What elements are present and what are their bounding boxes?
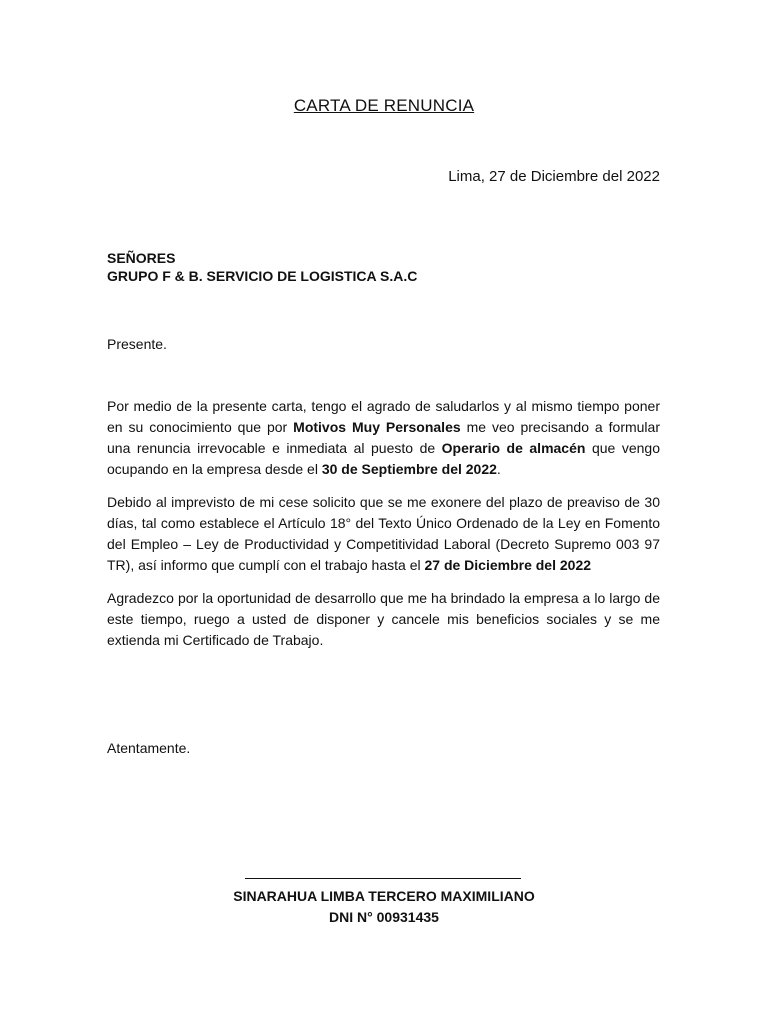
emphasis-start-date: 30 de Septiembre del 2022 [321,461,497,477]
recipient-company: GRUPO F & B. SERVICIO DE LOGISTICA S.A.C [107,268,418,284]
signature-line [245,878,521,879]
paragraph-text: me veo precisando a formular una renuncia irrevocable e inmediata al puesto de [107,419,660,456]
letter-date [448,168,660,185]
recipient-title: SEÑORES [107,250,176,266]
paragraph-text: Por medio de la presente carta, tengo el agrado de saludarlos y al mismo tiempo poner en su conocimiento que por [107,398,660,435]
emphasis-reason: Motivos Muy Personales [293,419,461,435]
letter-title: CARTA DE RENUNCIA [293,96,475,115]
paragraph-thanks [107,588,660,651]
recipient-block [107,249,417,285]
paragraph-text: que vengo ocupando en la empresa desde el [107,440,660,477]
letter-body [107,396,660,663]
date-year: 2022 [626,168,660,185]
closing: Atentamente. [107,740,191,756]
date-text: Lima, 27 de Diciembre del [448,168,627,185]
signature-block [0,886,768,928]
paragraph-text: . [496,461,501,477]
emphasis-end-date: 27 de Diciembre del 2022 [424,557,592,573]
signer-name: SINARAHUA LIMBA TERCERO MAXIMILIANO [233,888,535,904]
paragraph-resignation [107,396,660,480]
greeting: Presente. [107,336,167,352]
paragraph-text: Debido al imprevisto de mi cese solicito que se me exonere del plazo de preaviso de 30 días, tal como establece el Artículo 18° del Texto Único Ordenado de la Ley en Fomento del Empleo – Ley de Productividad y Competitividad Laboral (Decreto Supremo 003 97 TR), así informo que cumplí con el trabajo hasta el [107,494,660,573]
emphasis-position: Operario de almacén [441,440,586,456]
paragraph-notice-waiver [107,492,660,576]
signer-id: DNI N° 00931435 [329,909,439,925]
paragraph-text: Agradezco por la oportunidad de desarrollo que me ha brindado la empresa a lo largo de este tiempo, ruego a usted de disponer y cancele mis beneficios sociales y se me extienda mi Certificado de Trabajo. [107,590,660,648]
